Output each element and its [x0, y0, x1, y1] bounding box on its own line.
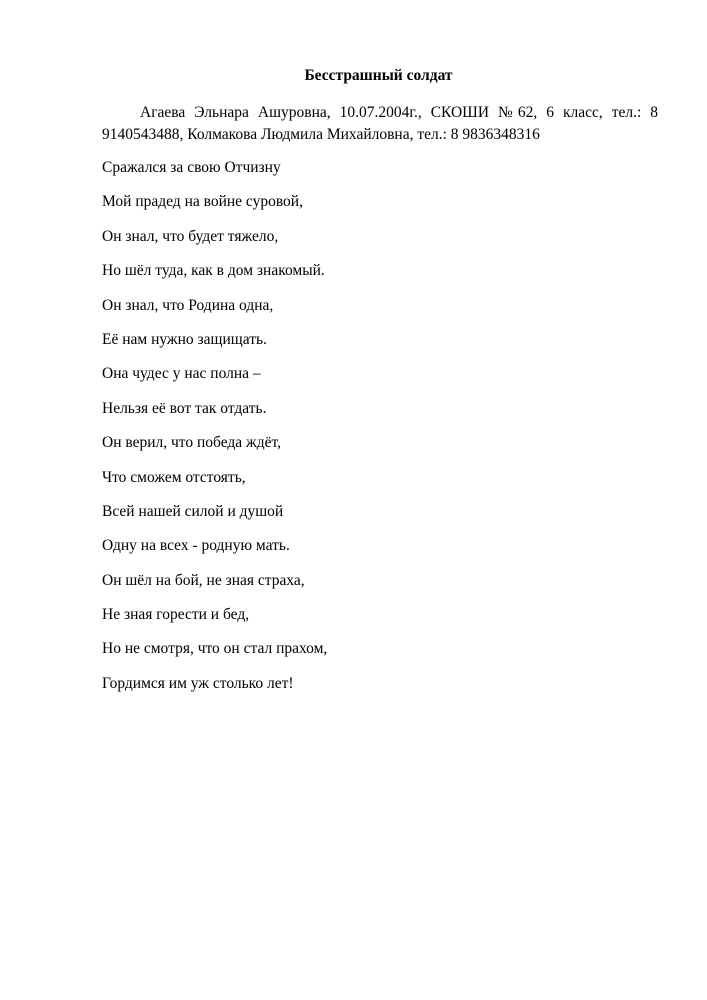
poem-line: Мой прадед на войне суровой,	[102, 193, 303, 211]
poem-line: Гордимся им уж столько лет!	[102, 674, 294, 692]
poem-line: Но шёл туда, как в дом знакомый.	[102, 262, 325, 280]
poem-line: Одну на всех - родную мать.	[102, 537, 290, 555]
author-info: Агаева Эльнара Ашуровна, 10.07.2004г., СКОШИ №62, 6 класс, тел.: 8 9140543488, Колмакова Людмила Михайловна, тел.: 8 9836348316	[102, 104, 658, 143]
poem-title: Бесстрашный солдат	[304, 67, 453, 84]
poem-line: Он верил, что победа ждёт,	[102, 434, 281, 452]
poem-line: Её нам нужно защищать.	[102, 330, 267, 348]
poem-body	[102, 158, 662, 708]
poem-line: Она чудес у нас полна –	[102, 365, 261, 383]
poem-line: Нельзя её вот так отдать.	[102, 399, 267, 417]
poem-line: Сражался за свою Отчизну	[102, 159, 281, 176]
poem-line: Он знал, что Родина одна,	[102, 296, 274, 314]
poem-line: Но не смотря, что он стал прахом,	[102, 640, 328, 658]
poem-line: Он знал, что будет тяжело,	[102, 227, 279, 245]
poem-line: Что сможем отстоять,	[102, 468, 246, 486]
poem-line: Всей нашей силой и душой	[102, 502, 284, 520]
poem-line: Он шёл на бой, не зная страха,	[102, 571, 305, 589]
poem-line: Не зная горести и бед,	[102, 606, 250, 624]
